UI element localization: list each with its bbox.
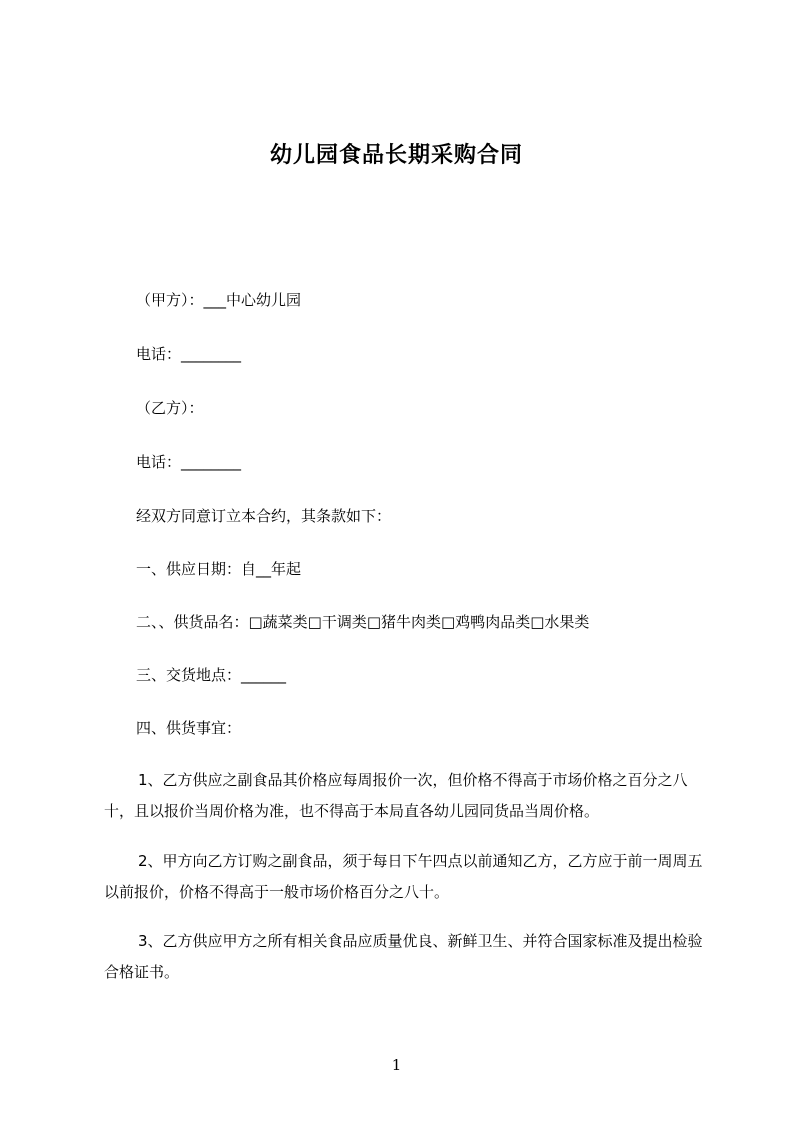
clause-supply-matters: 四、供货事宜： (136, 719, 242, 737)
clause-product-names: 二、、供货品名：□蔬菜类□干调类□猪牛肉类□鸡鸭肉品类□水果类 (136, 613, 590, 631)
party-b-phone-line: 电话：________ (136, 453, 242, 471)
supply-item-3: 3、乙方供应甲方之所有相关食品应质量优良、新鲜卫生、并符合国家标准及提出检验合格证书。 (104, 932, 703, 981)
agreement-intro: 经双方同意订立本合约，其条款如下： (136, 507, 392, 525)
clause-delivery-location: 三、交货地点：______ (136, 666, 287, 684)
supply-item-2: 2、甲方向乙方订购之副食品，须于每日下午四点以前通知乙方，乙方应于前一周周五以前报价，价格不得高于一般市场价格百分之八十。 (104, 852, 703, 901)
clause-supply-date: 一、供应日期：自__年起 (136, 560, 302, 578)
document-title: 幼儿园食品长期采购合同 (269, 143, 523, 168)
supply-item-1: 1、乙方供应之副食品其价格应每周报价一次，但价格不得高于市场价格之百分之八十，且以报价当周价格为准，也不得高于本局直各幼儿园同货品当周价格。 (104, 771, 688, 820)
party-b-line: （乙方）： (136, 399, 204, 417)
page-number: 1 (391, 1056, 402, 1074)
party-a-phone-line: 电话：________ (136, 345, 242, 363)
party-a-line: （甲方）：___中心幼儿园 (136, 291, 302, 309)
